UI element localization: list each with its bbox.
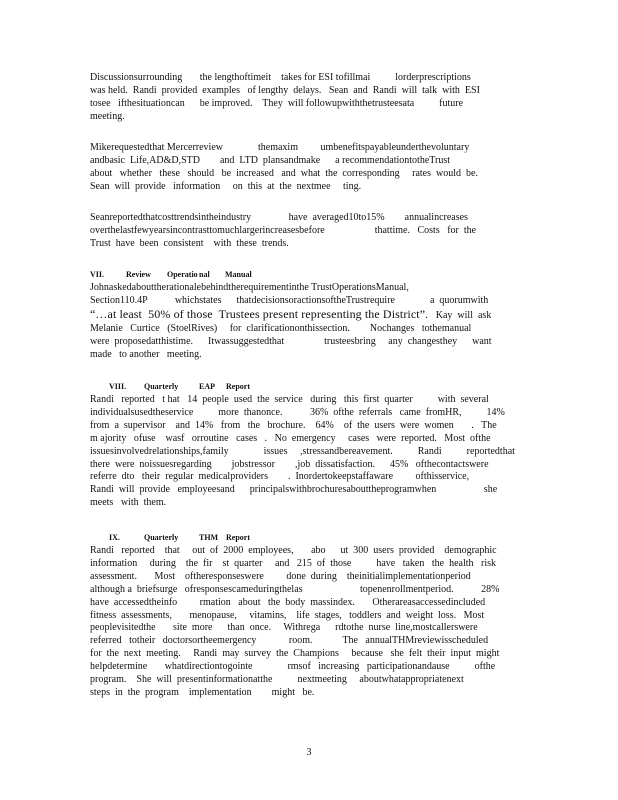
heading-word: Review <box>126 270 151 279</box>
text-fragment: Kay will ask <box>435 309 492 321</box>
text-line: Section110.4P whichstates thatdecisionsoractionsoftheTrustrequire a quorumwith <box>90 294 489 306</box>
mercer-paragraph <box>90 142 530 194</box>
text-line: Randi will provide employeesand principalswithbrochuresabouttheprogramwhen she <box>90 484 498 496</box>
text-line: individualsusedtheservice more thanonce. 36% ofthe referrals came fromHR, 14% <box>90 406 505 418</box>
text-line: were proposedatthistime. Itwassuggestedthat trusteesbring any changesthey want <box>90 335 492 347</box>
eap-report-paragraph <box>90 394 530 510</box>
heading-word: Operatio <box>167 270 198 279</box>
heading-number: IX. <box>109 533 120 542</box>
heading-word: Quarterly <box>144 533 179 542</box>
text-line: Melanie Curtice (StoelRives) for clarificationonthissection. Nochanges tothemanual <box>90 322 472 334</box>
esi-paragraph <box>90 72 530 124</box>
section-heading-ix <box>109 532 250 543</box>
text-line: Randi reported t hat 14 people used the service during this first quarter with several <box>90 394 489 405</box>
text-line: assessment. Most oftheresponseswere done during theinitialimplementationperiod <box>90 570 471 582</box>
text-line: tosee ifthesituationcan be improved. They will followupwiththetrusteesata future <box>90 97 464 109</box>
text-line: fitness assessments, menopause, vitamins, life stages, toddlers and weight loss. Most <box>90 609 485 621</box>
heading-number: VII. <box>90 270 105 279</box>
text-line: Sean will provide information on this at the nextmee ting. <box>90 180 362 192</box>
text-line: Trust have been consistent with these trends. <box>90 237 289 249</box>
heading-word: Report <box>226 382 250 391</box>
text-line: program. She will presentinformationatthe nextmeeting aboutwhatappropriatenext <box>90 674 464 686</box>
quorum-quote: “…at least 50% of those Trustees present representing the District”. <box>90 306 429 321</box>
heading-word: Manual <box>225 270 252 279</box>
text-line: meets with them. <box>90 497 167 509</box>
heading-word: nal <box>199 270 210 279</box>
text-line: overthelastfewyearsincontrasttomuchlargerincreasesbefore thattime. Costs for the <box>90 224 477 236</box>
text-line: referre dto their regular medicalproviders . Inordertokeepstaffaware ofthisservice, <box>90 471 470 483</box>
text-line: Randi reported that out of 2000 employees, abo ut 300 users provided demographic <box>90 545 497 556</box>
heading-word: Quarterly <box>144 382 179 391</box>
heading-word: Report <box>226 533 250 542</box>
text-line: was held. Randi provided examples of lengthy delays. Sean and Randi will talk with ESI <box>90 84 480 96</box>
text-line: from a supervisor and 14% from the brochure. 64% of the users were women . The <box>90 419 497 431</box>
text-line: have accessedtheinfo rmation about the body massindex. Otherareasaccessedincluded <box>90 596 486 608</box>
text-line: although a briefsurge ofresponsescameduringthelas topenenrollmentperiod. 28% <box>90 583 500 595</box>
section-heading-viii <box>109 381 250 392</box>
text-line: information during the fir st quarter and 215 of those have taken the health risk <box>90 557 497 569</box>
text-line: issuesinvolvedrelationships,family issues ,stressandbereavement. Randi reportedthat <box>90 445 515 457</box>
section-heading-vii <box>90 269 252 280</box>
text-line: meeting. <box>90 110 125 122</box>
text-line: for the next meeting. Randi may survey the Champions because she felt their input might <box>90 648 500 660</box>
text-line: Johnaskedabouttherationalebehindtherequirementinthe TrustOperationsManual, <box>90 282 409 293</box>
page-number: 3 <box>306 747 312 758</box>
text-line: Discussionsurrounding the lengthoftimeit takes for ESI tofillmai lorderprescriptions <box>90 72 471 83</box>
operations-manual-paragraph <box>90 282 530 361</box>
text-line: andbasic Life,AD&D,STD and LTD plansandmake a recommendationtotheTrust <box>90 154 451 166</box>
text-line: steps in the program implementation might be. <box>90 686 315 698</box>
heading-word: THM <box>199 533 219 542</box>
thm-report-paragraph <box>90 545 530 700</box>
heading-number: VIII. <box>109 382 127 391</box>
text-line: peoplevisitedthe site more than once. Withrega rdtothe nurse line,mostcallerswere <box>90 622 478 634</box>
cost-trends-paragraph <box>90 212 530 251</box>
text-line: there were noissuesregarding jobstressor ,job dissatisfaction. 45% ofthecontactswere <box>90 458 489 470</box>
text-line: Seanreportedthatcosttrendsintheindustry have averaged10to15% annualincreases <box>90 212 468 223</box>
text-line <box>90 308 530 323</box>
text-line: made to another meeting. <box>90 348 202 360</box>
text-line: helpdetermine whatdirectiontogointe rmsof increasing participationandause ofthe <box>90 661 496 673</box>
text-line: m ajority ofuse wasf orroutine cases . No emergency cases were reported. Most ofthe <box>90 432 491 444</box>
text-line: referred totheir doctorsortheemergency room. The annualTHMreviewisscheduled <box>90 635 489 647</box>
heading-word: EAP <box>199 382 215 391</box>
text-line: about whether these should be increased and what the corresponding rates would be. <box>90 167 478 179</box>
text-line: Mikerequestedthat Mercerreview themaxim umbenefitspayableunderthevoluntary <box>90 142 470 153</box>
